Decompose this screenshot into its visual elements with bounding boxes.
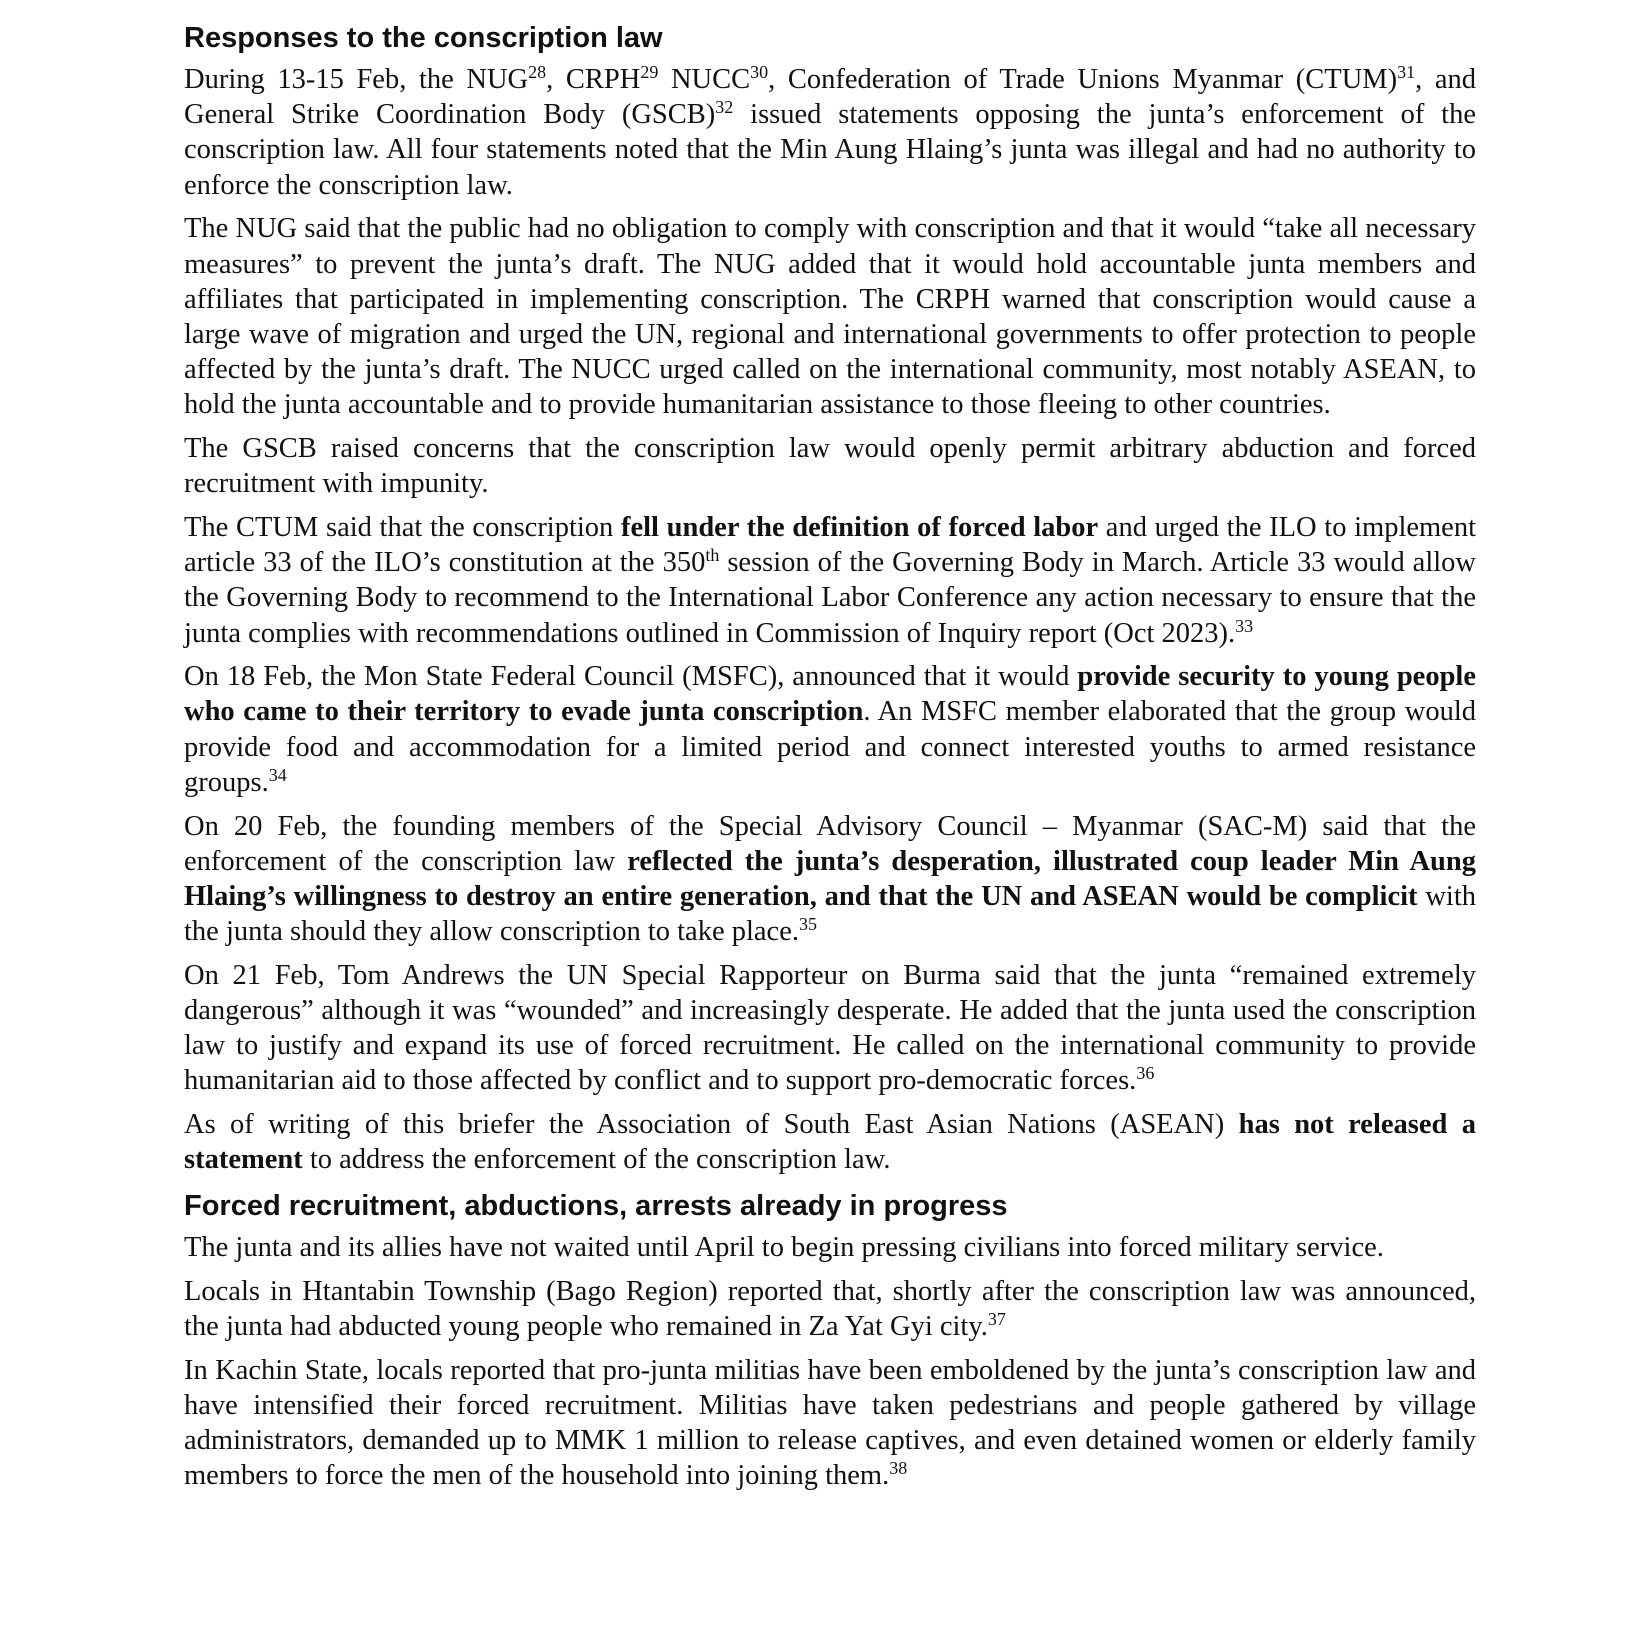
text: The CTUM said that the conscription <box>184 511 621 543</box>
paragraph-ctum <box>184 510 1476 651</box>
text: Locals in Htantabin Township (Bago Region) reported that, shortly after the conscription law was announced, the junta had abducted young people who remained in Za Yat Gyi city. <box>184 1275 1476 1342</box>
footnote-ref-35: 35 <box>798 914 817 935</box>
footnote-ref-31: 31 <box>1397 62 1416 83</box>
footnote-ref-37: 37 <box>987 1309 1006 1330</box>
paragraph-nug: The NUG said that the public had no obligation to comply with conscription and that it would “take all necessary measures” to prevent the junta’s draft. The NUG added that it would hold accountable junta members and affiliates that participated in implementing conscription. The CRPH warned that conscription would cause a large wave of migration and urged the UN, regional and international governments to offer protection to people affected by the junta’s draft. The NUCC urged called on the international community, most notably ASEAN, to hold the junta accountable and to provide humanitarian assistance to those fleeing to other countries. <box>184 213 1476 421</box>
paragraph-tom-andrews <box>184 958 1476 1099</box>
text: On 21 Feb, Tom Andrews the UN Special Rapporteur on Burma said that the junta “remained extremely dangerous” although it was “wounded” and increasingly desperate. He added that the junta used the conscription law to justify and expand its use of forced recruitment. He called on the international community to provide humanitarian aid to those affected by conflict and to support pro-democratic forces. <box>184 959 1476 1097</box>
text: and urged the ILO to implement article 33 of the ILO’s constitution at the 350 <box>184 511 1476 579</box>
ordinal-suffix: th <box>705 545 720 566</box>
footnote-ref-30: 30 <box>750 62 769 83</box>
footnote-ref-28: 28 <box>528 62 547 83</box>
text: , CRPH <box>546 64 641 95</box>
section-heading-conscription-responses: Responses to the conscription law <box>184 22 663 54</box>
paragraph-msfc <box>184 659 1476 800</box>
section-heading-forced-recruitment: Forced recruitment, abductions, arrests already in progress <box>184 1190 1008 1223</box>
footnote-ref-36: 36 <box>1136 1063 1155 1084</box>
text: . An MSFC member elaborated that the group would provide food and accommodation for a limited period and connect interested youths to armed resistance groups. <box>184 696 1476 798</box>
text: , Confederation of Trade Unions Myanmar (CTUM) <box>768 64 1398 95</box>
bold-text: reflected the junta’s desperation, illustrated coup leader Min Aung Hlaing’s willingness to destroy an entire generation, and that the UN and ASEAN would be complicit <box>184 845 1476 912</box>
text: During 13-15 Feb, the NUG <box>184 64 529 95</box>
paragraph-asean <box>184 1107 1476 1177</box>
footnote-ref-34: 34 <box>268 764 287 785</box>
paragraph-htantabin <box>184 1274 1476 1344</box>
bold-text: provide security to young people who came to their territory to evade junta conscription <box>184 661 1476 728</box>
paragraph-statements <box>184 62 1476 203</box>
text: NUCC <box>658 64 751 95</box>
footnote-ref-38: 38 <box>889 1458 908 1479</box>
text: As of writing of this briefer the Association of South East Asian Nations (ASEAN) <box>184 1109 1239 1141</box>
bold-text: fell under the definition of forced labor <box>620 511 1099 543</box>
paragraph-sacm <box>184 809 1476 950</box>
paragraph-gscb: The GSCB raised concerns that the conscription law would openly permit arbitrary abduction and forced recruitment with impunity. <box>184 433 1476 500</box>
text: On 20 Feb, the founding members of the Special Advisory Council – Myanmar (SAC-M) said that the enforcement of the conscription law <box>184 810 1476 877</box>
text: with the junta should they allow conscription to take place. <box>184 880 1476 948</box>
bold-text: has not released a statement <box>184 1109 1476 1176</box>
paragraph-allies: The junta and its allies have not waited until April to begin pressing civilians into forced military service. <box>184 1232 1384 1264</box>
text: On 18 Feb, the Mon State Federal Council (MSFC), announced that it would <box>184 661 1078 693</box>
text: session of the Governing Body in March. Article 33 would allow the Governing Body to recommend to the International Labor Conference any action necessary to ensure that the junta complies with recommendations outlined in Commission of Inquiry report (Oct 2023). <box>184 547 1476 649</box>
document-page <box>184 14 1476 1502</box>
footnote-ref-29: 29 <box>640 62 659 83</box>
paragraph-kachin <box>184 1353 1476 1494</box>
text: , and General Strike Coordination Body (GSCB) <box>184 64 1477 131</box>
text: to address the enforcement of the conscription law. <box>302 1144 891 1176</box>
text: In Kachin State, locals reported that pro-junta militias have been emboldened by the junta’s conscription law and have intensified their forced recruitment. Militias have taken pedestrians and people gathered by village administrators, demanded up to MMK 1 million to release captives, and even detained women or elderly family members to force the men of the household into joining them. <box>184 1354 1476 1492</box>
text: issued statements opposing the junta’s enforcement of the conscription law. All four statements noted that the Min Aung Hlaing’s junta was illegal and had no authority to enforce the conscription law. <box>184 99 1476 201</box>
footnote-ref-33: 33 <box>1235 615 1254 636</box>
footnote-ref-32: 32 <box>715 97 734 118</box>
